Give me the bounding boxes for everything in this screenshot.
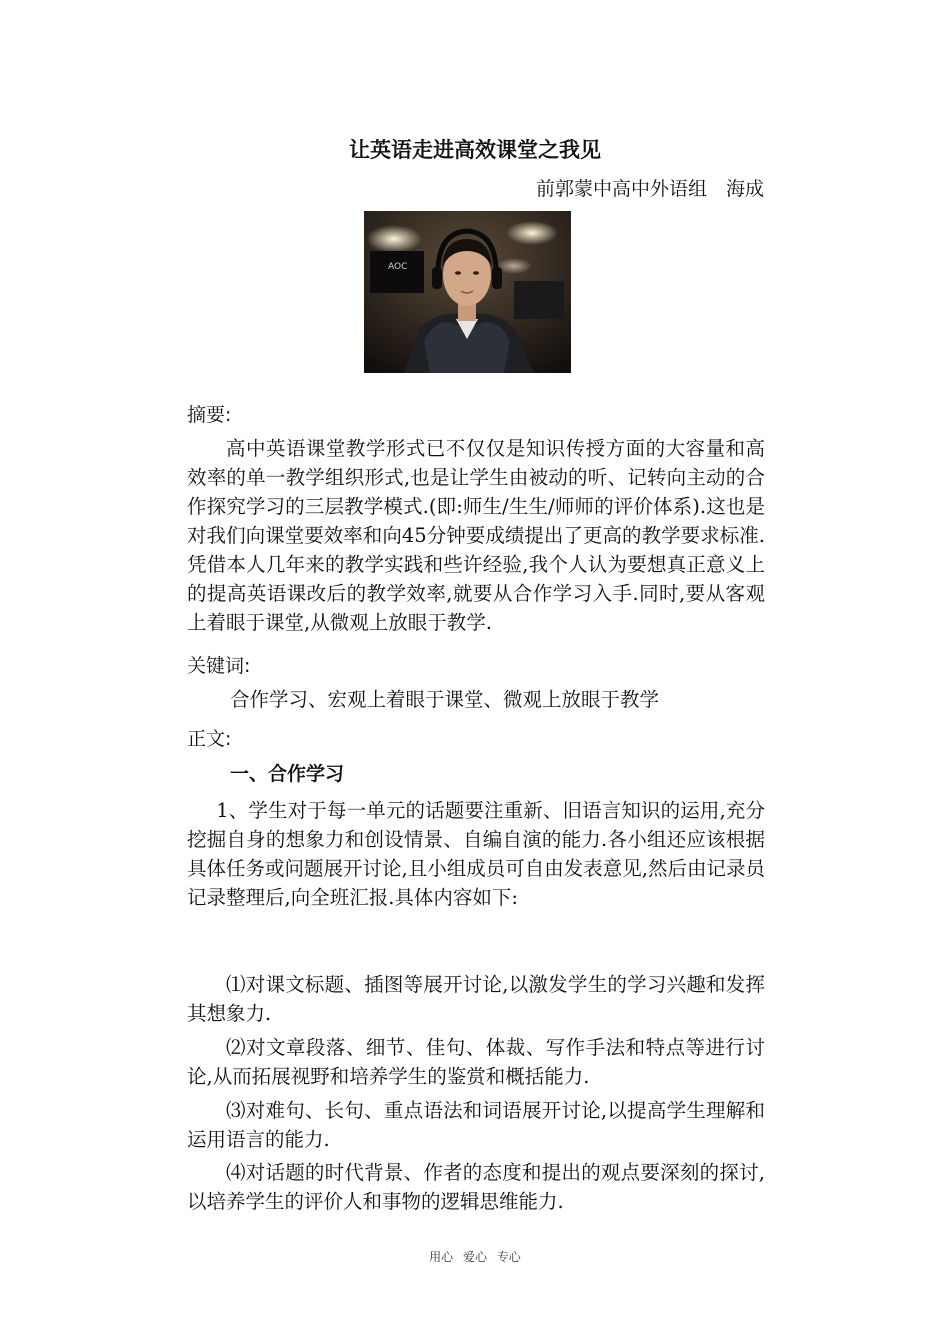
monitor-brand: AOC [388,262,408,272]
portrait-photo-icon [364,211,571,373]
section-heading: 一、合作学习 [230,763,345,785]
keywords-text: 合作学习、宏观上着眼于课堂、微观上放眼于教学 [230,688,660,711]
list-item: ⑷对话题的时代背景、作者的态度和提出的观点要深刻的探讨,以培养学生的评价人和事物的逻辑思维能力. [187,1161,765,1213]
abstract-text: 高中英语课堂教学形式已不仅仅是知识传授方面的大容量和高效率的单一教学组织形式,也是让学生由被动的听、记转向主动的合作探究学习的三层教学模式.(即:师生/生生/师师的评价体系).这也是对我们向课堂要效率和向45分钟要成绩提出了更高的教学要求标准.凭借本人几年来的教学实践和些许经验,我个人认为要想真正意义上的提高英语课改后的教学效率,就要从合作学习入手.同时,要从客观上着眼于课堂,从微观上放眼于教学. [187,437,765,634]
point-1-text: 1、学生对于每一单元的话题要注重新、旧语言知识的运用,充分挖掘自身的想象力和创设情景、自编自演的能力.各小组还应该根据具体任务或问题展开讨论,且小组成员可自由发表意见,然后由记录员记录整理后,向全班汇报.具体内容如下: [187,799,765,909]
author-photo [364,211,571,373]
document-title: 让英语走进高效课堂之我见 [349,138,601,162]
author-line: 前郭蒙中高中外语组 海成 [535,178,764,200]
abstract-label: 摘要: [187,404,232,426]
page-footer: 用心 爱心 专心 [429,1250,521,1264]
list-item: ⑵对文章段落、细节、佳句、体裁、写作手法和特点等进行讨论,从而拓展视野和培养学生的鉴赏和概括能力. [187,1036,765,1088]
body-label: 正文: [187,728,232,750]
list-item: ⑴对课文标题、插图等展开讨论,以激发学生的学习兴趣和发挥其想象力. [187,973,765,1025]
list-item: ⑶对难句、长句、重点语法和词语展开讨论,以提高学生理解和运用语言的能力. [187,1099,765,1151]
keywords-label: 关键词: [187,655,251,677]
